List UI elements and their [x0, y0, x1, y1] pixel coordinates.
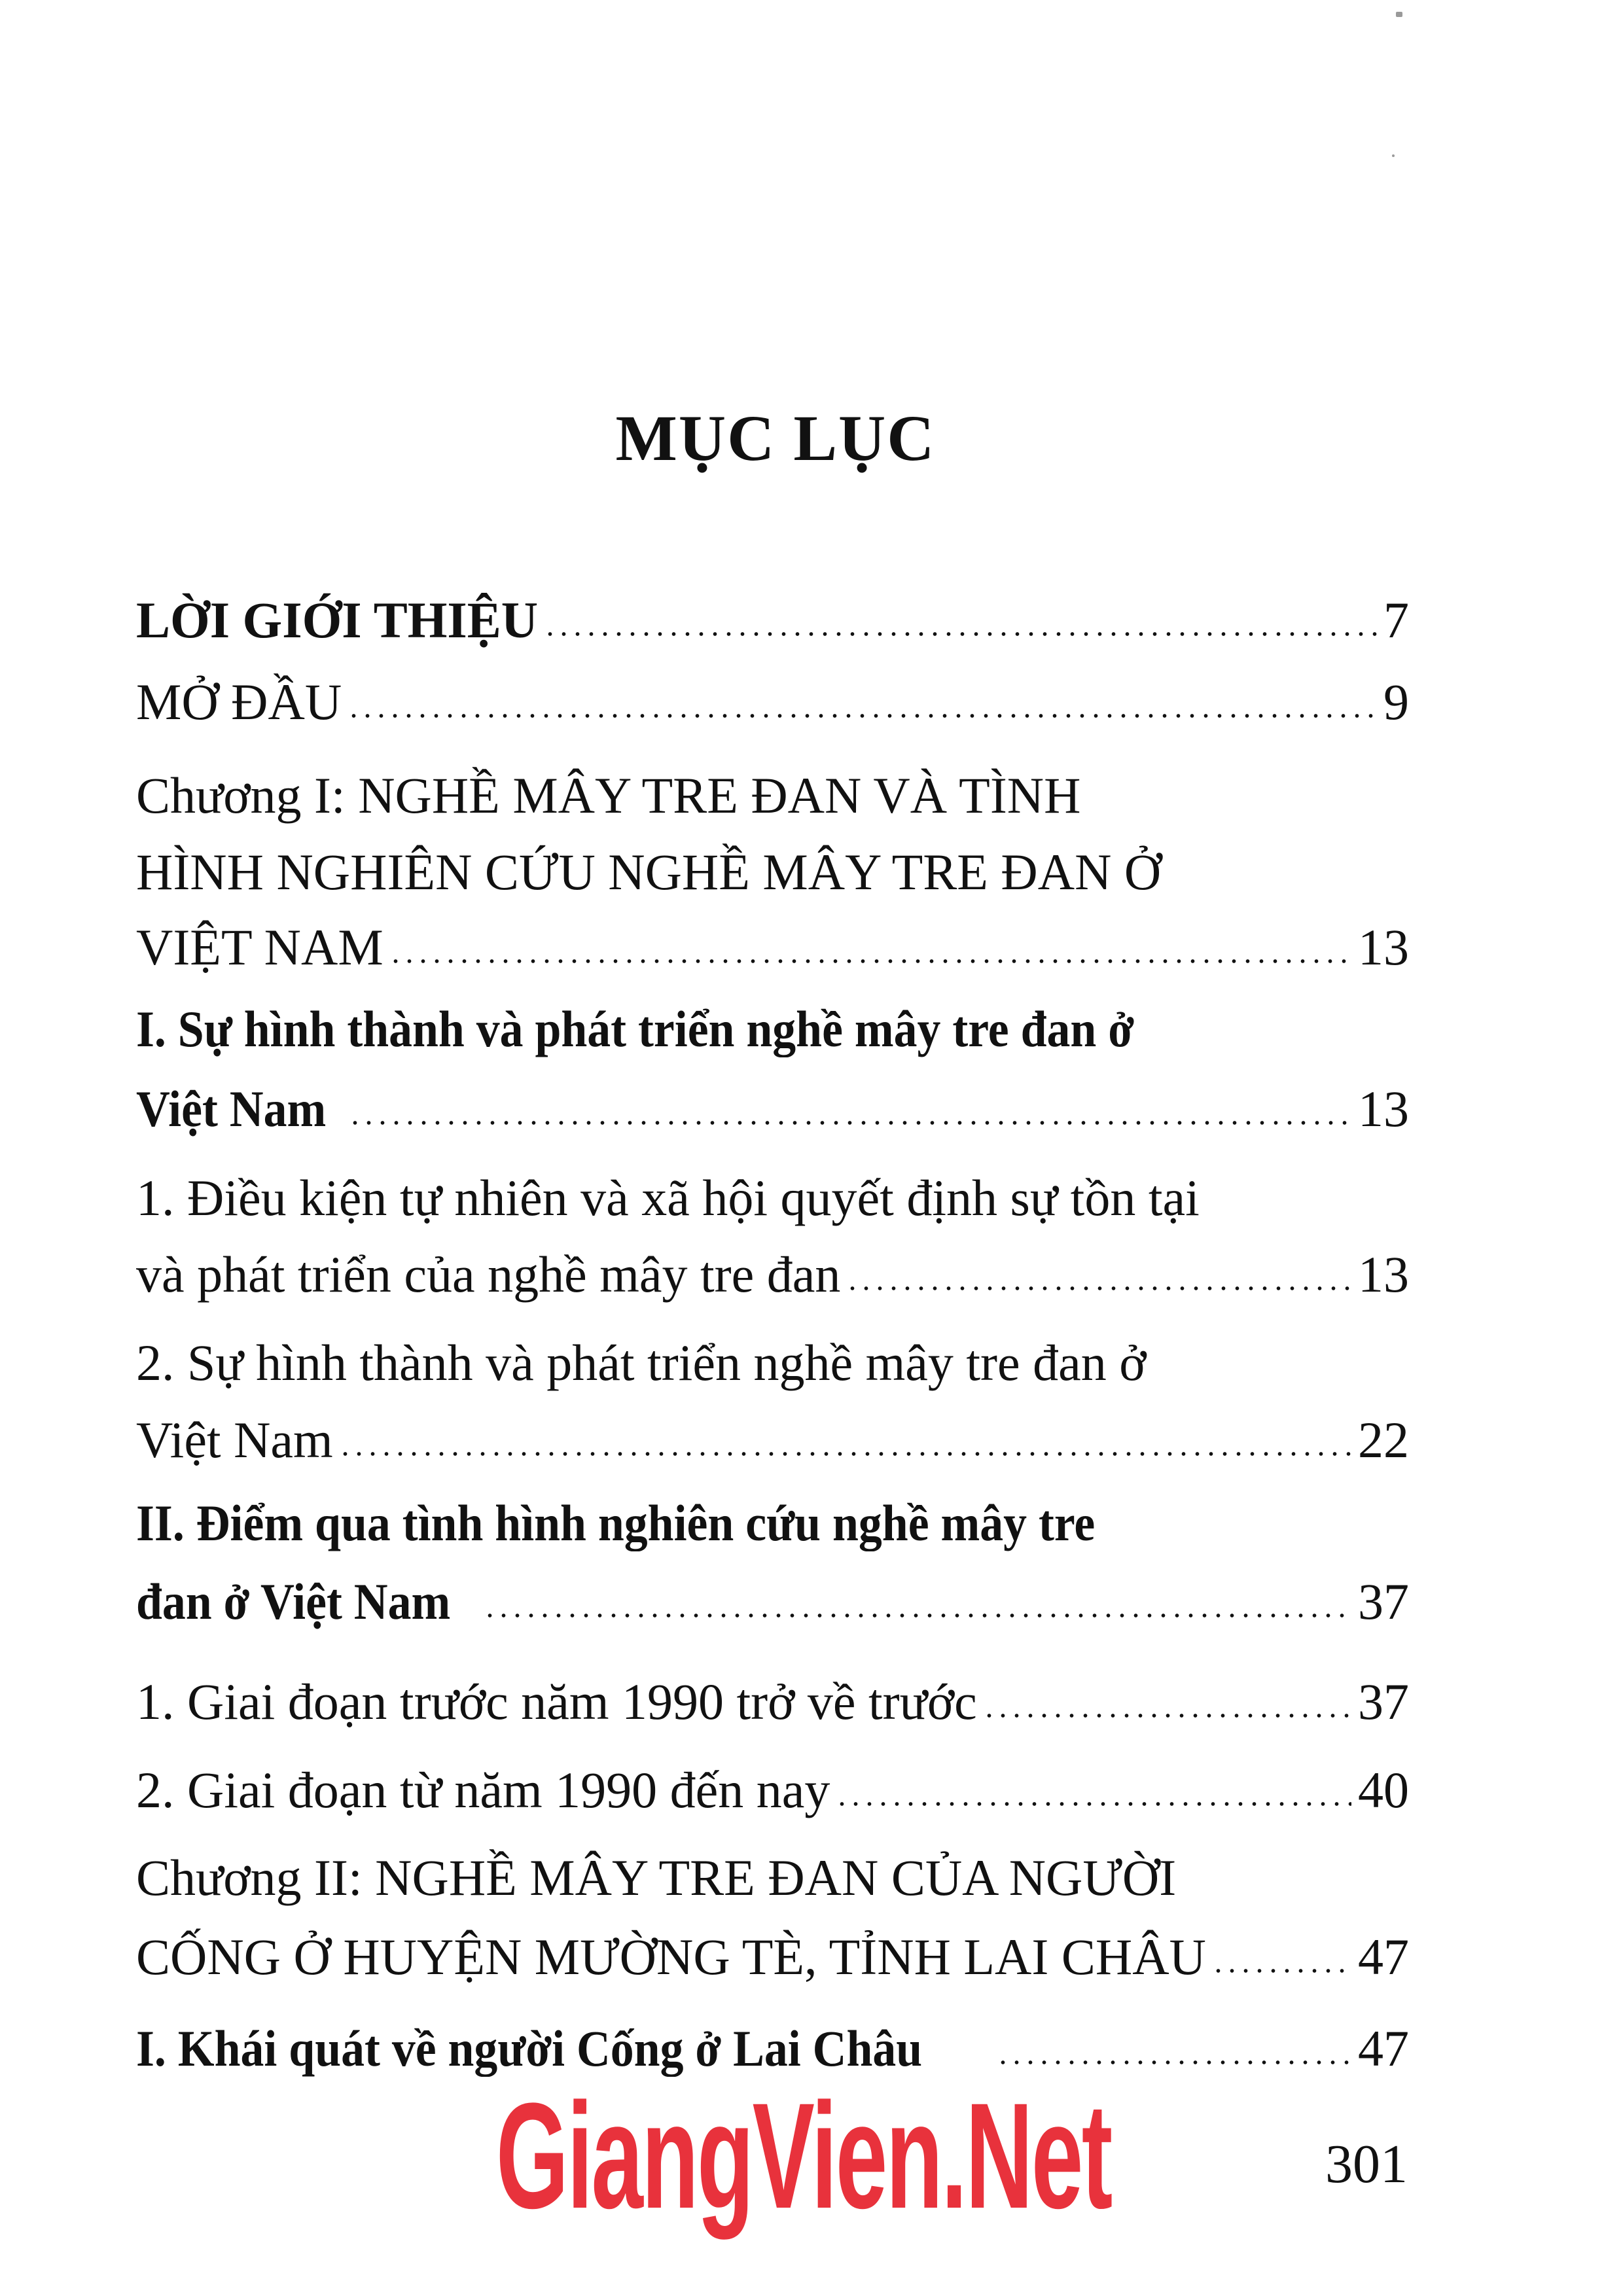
toc-entry-label: VIỆT NAM	[136, 919, 383, 976]
toc-page-number: 37	[1358, 1573, 1409, 1630]
page-title: MỤC LỤC	[615, 402, 936, 474]
toc-page-number: 13	[1358, 919, 1409, 976]
toc-entry-opening[interactable]	[136, 673, 1409, 730]
toc-page-number: 7	[1383, 592, 1409, 648]
toc-entry-label: Việt Nam	[136, 1411, 333, 1468]
toc-entry-label: Chương II: NGHỀ MÂY TRE ĐAN CỦA NGƯỜI	[136, 1849, 1177, 1906]
dot-leader	[347, 676, 1377, 728]
toc-entry-subsection-1-1-line-1[interactable]	[136, 1169, 1409, 1226]
toc-page-number: 9	[1383, 673, 1409, 730]
toc-page-number: 40	[1358, 1761, 1409, 1818]
toc-entry-label: 2. Giai đoạn từ năm 1990 đến nay	[136, 1761, 830, 1818]
toc-entry-label: 1. Điều kiện tự nhiên và xã hội quyết định sự tồn tại	[136, 1169, 1200, 1226]
scan-speck	[1392, 154, 1395, 157]
toc-entry-section-1[interactable]	[136, 1080, 1409, 1137]
toc-entry-section-2-line-1[interactable]	[136, 1494, 1409, 1551]
toc-entry-subsection-1-2[interactable]	[136, 1411, 1409, 1468]
toc-entry-label: và phát triển của nghề mây tre đan	[136, 1246, 841, 1303]
dot-leader	[996, 2022, 1351, 2075]
dot-leader	[338, 1414, 1351, 1466]
toc-entry-section-1-line-1[interactable]	[136, 1000, 1409, 1057]
page-number: 301	[1325, 2134, 1408, 2195]
toc-entry-subsection-1-1[interactable]	[136, 1248, 1409, 1301]
toc-page-number: 47	[1358, 2020, 1409, 2077]
toc-entry-label: đan ở Việt Nam	[136, 1573, 451, 1630]
toc-entry-label: I. Sự hình thành và phát triển nghề mây tre đan ở	[136, 1000, 1134, 1057]
dot-leader	[543, 594, 1377, 646]
toc-entry-section-2[interactable]	[136, 1573, 1409, 1630]
dot-leader	[389, 921, 1351, 974]
toc-page-number: 47	[1358, 1928, 1409, 1985]
toc-entry-subsection-1-2-line-1[interactable]	[136, 1334, 1409, 1391]
dot-leader	[348, 1083, 1351, 1135]
watermark-logo: GiangVien.Net	[496, 2072, 1111, 2240]
dot-leader	[1211, 1931, 1351, 1983]
toc-page-number: 37	[1358, 1673, 1409, 1730]
dot-leader	[846, 1248, 1351, 1301]
toc-entry-label: 1. Giai đoạn trước năm 1990 trở về trước	[136, 1673, 977, 1730]
toc-entry-chapter-1-line-2[interactable]	[136, 843, 1409, 900]
toc-entry-label: Chương I: NGHỀ MÂY TRE ĐAN VÀ TÌNH	[136, 767, 1081, 824]
toc-entry-label: 2. Sự hình thành và phát triển nghề mây tre đan ở	[136, 1334, 1147, 1391]
toc-page-number: 13	[1358, 1246, 1409, 1303]
toc-entry-label: I. Khái quát về người Cống ở Lai Châu	[136, 2020, 923, 2077]
toc-entry-label: LỜI GIỚI THIỆU	[136, 592, 539, 648]
toc-entry-subsection-2-2[interactable]	[136, 1761, 1409, 1818]
toc-page-number: 13	[1358, 1080, 1409, 1137]
toc-entry-label: Việt Nam	[136, 1080, 327, 1137]
dot-leader	[982, 1676, 1351, 1728]
toc-entry-chapter-1[interactable]	[136, 921, 1409, 974]
toc-entry-chapter-2[interactable]	[136, 1928, 1409, 1985]
dot-leader	[835, 1764, 1351, 1816]
scan-speck	[1396, 12, 1402, 17]
dot-leader	[483, 1576, 1351, 1628]
toc-page-number: 22	[1358, 1411, 1409, 1468]
toc-entry-label: MỞ ĐẦU	[136, 673, 342, 730]
toc-entry-chapter-2-section-1[interactable]	[136, 2022, 1409, 2075]
toc-entry-chapter-2-line-1[interactable]	[136, 1849, 1409, 1906]
toc-entry-label: II. Điểm qua tình hình nghiên cứu nghề mây tre	[136, 1494, 1096, 1551]
toc-entry-introduction[interactable]	[136, 594, 1409, 646]
toc-entry-chapter-1-line-1[interactable]	[136, 769, 1409, 822]
toc-entry-label: CỐNG Ở HUYỆN MƯỜNG TÈ, TỈNH LAI CHÂU	[136, 1928, 1206, 1985]
toc-entry-label: HÌNH NGHIÊN CỨU NGHỀ MÂY TRE ĐAN Ở	[136, 843, 1162, 900]
toc-entry-subsection-2-1[interactable]	[136, 1673, 1409, 1730]
